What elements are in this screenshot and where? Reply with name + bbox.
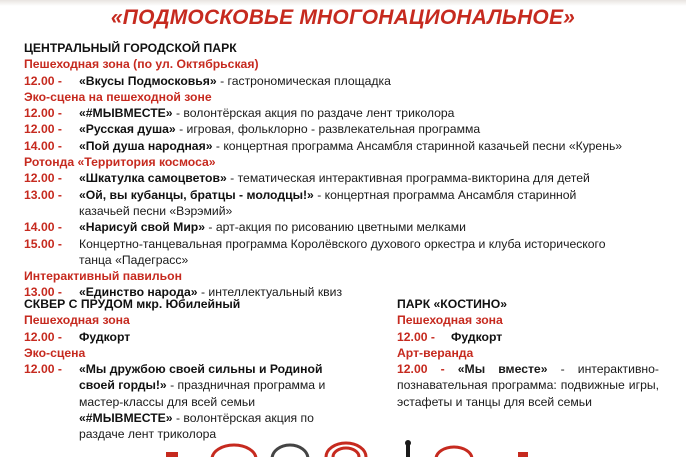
event-title: «Единство народа»	[79, 285, 198, 300]
event-desc: - арт-акция по рисованию цветными мелками	[205, 220, 466, 235]
event-time: 13.00 -	[24, 285, 62, 300]
zone-title: Арт-веранда	[397, 345, 474, 360]
event-title-secondary: «#МЫВМЕСТЕ»	[79, 411, 173, 426]
event-desc: - волонтёрская акция по раздаче лент триколора	[172, 106, 455, 121]
event-title: «Мы вместе»	[457, 362, 548, 377]
event-time: 12.00 -	[24, 362, 62, 377]
event-title: «Шкатулка самоцветов»	[79, 171, 227, 186]
page-title: «ПОДМОСКОВЬЕ МНОГОНАЦИОНАЛЬНОЕ»	[110, 6, 576, 29]
kostino-section	[397, 296, 659, 410]
ornament-icon	[212, 445, 256, 457]
square-section	[24, 296, 354, 443]
event-row	[24, 219, 664, 235]
event-title: «Мы дружбою своей сильны и Родиной своей горды!»	[79, 362, 323, 393]
event-time: 12.00 -	[24, 171, 62, 186]
central-park-section	[24, 40, 664, 301]
event-title: «Вкусы Подмосковья»	[79, 73, 217, 88]
event-time: 14.00 -	[24, 220, 62, 235]
event-desc: - гастрономическая площадка	[216, 73, 391, 88]
zone-title: Интерактивный павильон	[24, 269, 182, 284]
event-title: Фудкорт	[451, 329, 503, 344]
zone-title: Пешеходная зона (по ул. Октябрьская)	[24, 57, 259, 72]
event-row	[24, 361, 354, 442]
event-time: 12.00 -	[397, 329, 435, 344]
event-row	[24, 236, 664, 269]
event-row	[397, 361, 659, 410]
event-time: 12.00 -	[24, 122, 62, 137]
event-title: «Нарисуй свой Мир»	[79, 220, 206, 235]
event-title: «Ой, вы кубанцы, братцы - молодцы!»	[79, 187, 314, 202]
event-desc: Концертно-танцевальная программа Королёвского духового оркестра и клуба исторического танца «Падеграсс»	[79, 236, 606, 267]
ornament-icon	[518, 452, 528, 457]
event-row	[24, 105, 664, 121]
event-time: 13.00 -	[24, 187, 62, 202]
event-desc: - концертная программа Ансамбля старинной казачьей песни «Курень»	[212, 138, 623, 153]
ornament-icon	[436, 447, 472, 457]
event-desc: - игровая, фольклорно - развлекательная программа	[175, 122, 481, 137]
event-row	[397, 329, 659, 345]
event-desc: - концертная программа Ансамбля старинной казачьей песни «Вэрэмий»	[79, 187, 577, 218]
ornament-icon	[166, 452, 178, 457]
zone-title: Пешеходная зона	[397, 313, 503, 328]
zone-title: Эко-сцена на пешеходной зоне	[24, 89, 212, 104]
event-desc: - интерактивно-познавательная программа: подвижные игры, эстафеты и танцы для всей семьи	[397, 362, 659, 409]
event-title: «Русская душа»	[79, 122, 176, 137]
event-title: «Пой душа народная»	[79, 138, 213, 153]
event-time: 14.00 -	[24, 138, 62, 153]
section-title: СКВЕР С ПРУДОМ мкр. Юбилейный	[24, 297, 241, 311]
event-row	[24, 73, 664, 89]
decorative-ornament-strip	[0, 437, 686, 457]
event-time: 12.00 -	[24, 73, 62, 88]
zone-title: Ротонда «Территория космоса»	[24, 155, 216, 170]
event-row	[24, 138, 664, 154]
event-title: Фудкорт	[79, 329, 131, 344]
ornament-icon	[272, 445, 308, 457]
event-row	[24, 170, 664, 186]
zone-title: Эко-сцена	[24, 345, 86, 360]
zone-title: Пешеходная зона	[24, 313, 130, 328]
section-title: ПАРК «КОСТИНО»	[397, 297, 507, 311]
event-time: 15.00 -	[24, 236, 62, 251]
event-row	[24, 329, 354, 345]
event-time: 12.00 -	[24, 329, 62, 344]
event-desc: - тематическая интерактивная программа-викторина для детей	[226, 171, 590, 186]
event-desc: - праздничная программа и мастер-классы для всей семьи	[79, 378, 326, 409]
ornament-icon	[405, 440, 411, 446]
event-time: 12.00 -	[397, 362, 445, 377]
event-row	[24, 187, 664, 220]
event-desc: - интеллектуальный квиз	[197, 285, 343, 300]
ornament-icon	[333, 448, 359, 457]
section-title: ЦЕНТРАЛЬНЫЙ ГОРОДСКОЙ ПАРК	[24, 41, 237, 55]
event-desc-secondary: - волонтёрская акция по раздаче лент триколора	[79, 411, 314, 442]
event-title: «#МЫВМЕСТЕ»	[79, 106, 173, 121]
event-time: 12.00 -	[24, 106, 62, 121]
event-row	[24, 121, 664, 137]
